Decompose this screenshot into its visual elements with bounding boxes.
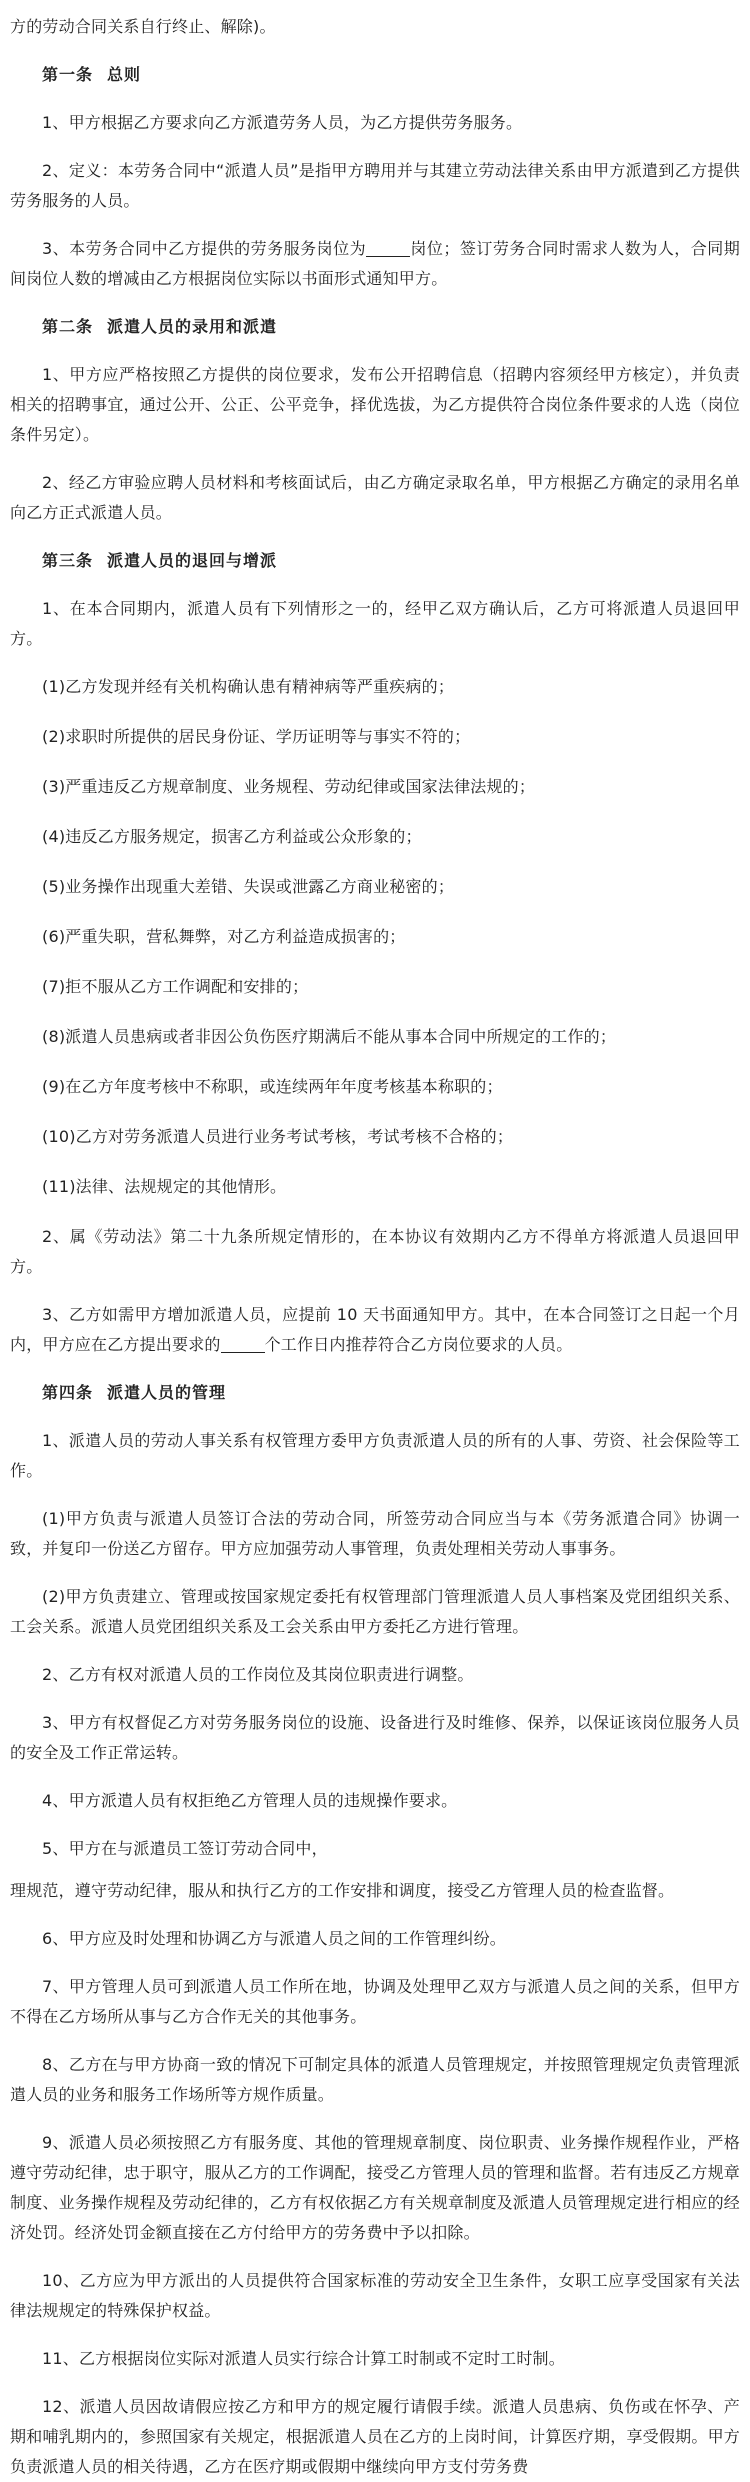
days-blank bbox=[221, 1334, 265, 1353]
s4-clause-11: 11、乙方根据岗位实际对派遣人员实行综合计算工时制或不定时工时制。 bbox=[42, 2349, 565, 2368]
s1-clause-1: 1、甲方根据乙方要求向乙方派遣劳务人员，为乙方提供劳务服务。 bbox=[42, 113, 523, 132]
s4-clause-7: 7、甲方管理人员可到派遣人员工作所在地，协调及处理甲乙双方与派遣人员之间的关系，但甲方不得在乙方场所从事与乙方合作无关的其他事务。 bbox=[10, 1977, 740, 2026]
post-blank bbox=[366, 238, 410, 257]
section-4-number: 第四条 bbox=[42, 1383, 94, 1402]
s3-clause-3 bbox=[10, 1300, 740, 1360]
s4-clause-8: 8、乙方在与甲方协商一致的情况下可制定具体的派遣人员管理规定，并按照管理规定负责管理派遣人员的业务和服务工作场所等方规作质量。 bbox=[10, 2055, 740, 2104]
s1-clause-3-part-a: 3、本劳务合同中乙方提供的劳务服务岗位为 bbox=[42, 239, 367, 258]
section-2-number: 第二条 bbox=[42, 317, 94, 336]
s3-clause-2: 2、属《劳动法》第二十九条所规定情形的，在本协议有效期内乙方不得单方将派遣人员退回甲方。 bbox=[10, 1227, 740, 1276]
section-2-title: 派遣人员的录用和派遣 bbox=[107, 317, 278, 336]
s2-clause-1: 1、甲方应严格按照乙方提供的岗位要求，发布公开招聘信息（招聘内容须经甲方核定），并负责相关的招聘事宜，通过公开、公正、公平竞争，择优选拔，为乙方提供符合岗位条件要求的人选（岗位条件另定）。 bbox=[10, 365, 740, 444]
s3-item-9: (9)在乙方年度考核中不称职，或连续两年年度考核基本称职的； bbox=[42, 1077, 503, 1096]
s1-clause-3-part-b: 岗位；签订劳务合同时需求人数为人，合同期间岗位人数的增减由乙方根据岗位实际以书面形式通知甲方。 bbox=[10, 239, 740, 288]
s3-item-3: (3)严重违反乙方规章制度、业务规程、劳动纪律或国家法律法规的； bbox=[42, 777, 536, 796]
s3-clause-3-part-b: 个工作日内推荐符合乙方岗位要求的人员。 bbox=[264, 1335, 573, 1354]
section-4-title: 派遣人员的管理 bbox=[107, 1383, 227, 1402]
s4-clause-5: 5、甲方在与派遣员工签订劳动合同中， bbox=[42, 1839, 328, 1858]
section-3-heading bbox=[10, 546, 740, 576]
section-1-heading bbox=[10, 60, 740, 90]
s4-clause-1: 1、派遣人员的劳动人事关系有权管理方委甲方负责派遣人员的所有的人事、劳资、社会保险等工作。 bbox=[10, 1431, 740, 1480]
s3-item-2: (2)求职时所提供的居民身份证、学历证明等与事实不符的； bbox=[42, 727, 471, 746]
s3-item-11: (11)法律、法规规定的其他情形。 bbox=[42, 1177, 287, 1196]
section-1-number: 第一条 bbox=[42, 65, 94, 84]
s4-clause-10: 10、乙方应为甲方派出的人员提供符合国家标准的劳动安全卫生条件，女职工应享受国家有关法律法规规定的特殊保护权益。 bbox=[10, 2271, 740, 2320]
s4-clause-1-1: (1)甲方负责与派遣人员签订合法的劳动合同，所签劳动合同应当与本《劳务派遣合同》协调一致，并复印一份送乙方留存。甲方应加强劳动人事管理，负责处理相关劳动人事事务。 bbox=[10, 1509, 740, 1558]
s4-clause-12: 12、派遣人员因故请假应按乙方和甲方的规定履行请假手续。派遣人员患病、负伤或在怀孕、产期和哺乳期内的，参照国家有关规定，根据派遣人员在乙方的上岗时间，计算医疗期，享受假期。甲方负责派遣人员的相关待遇，乙方在医疗期或假期中继续向甲方支付劳务费 bbox=[10, 2397, 740, 2476]
s3-item-10: (10)乙方对劳务派遣人员进行业务考试考核，考试考核不合格的； bbox=[42, 1127, 514, 1146]
section-3-number: 第三条 bbox=[42, 551, 94, 570]
s4-clause-3: 3、甲方有权督促乙方对劳务服务岗位的设施、设备进行及时维修、保养，以保证该岗位服务人员的安全及工作正常运转。 bbox=[10, 1713, 740, 1762]
intro-tail: 方的劳动合同关系自行终止、解除)。 bbox=[10, 17, 276, 36]
s4-clause-4: 4、甲方派遣人员有权拒绝乙方管理人员的违规操作要求。 bbox=[42, 1791, 458, 1810]
s3-item-4: (4)违反乙方服务规定，损害乙方利益或公众形象的； bbox=[42, 827, 422, 846]
s3-item-6: (6)严重失职，营私舞弊，对乙方利益造成损害的； bbox=[42, 927, 406, 946]
s4-clause-2: 2、乙方有权对派遣人员的工作岗位及其岗位职责进行调整。 bbox=[42, 1665, 474, 1684]
section-1-title: 总则 bbox=[107, 65, 142, 84]
s1-clause-3 bbox=[10, 234, 740, 294]
s2-clause-2: 2、经乙方审验应聘人员材料和考核面试后，由乙方确定录取名单，甲方根据乙方确定的录用名单向乙方正式派遣人员。 bbox=[10, 473, 740, 522]
s4-clause-9: 9、派遣人员必须按照乙方有服务度、其他的管理规章制度、岗位职责、业务操作规程作业，严格遵守劳动纪律，忠于职守，服从乙方的工作调配，接受乙方管理人员的管理和监督。若有违反乙方规章制度、业务操作规程及劳动纪律的，乙方有权依据乙方有关规章制度及派遣人员管理规定进行相应的经济处罚。经济处罚金额直接在乙方付给甲方的劳务费中予以扣除。 bbox=[10, 2133, 740, 2242]
s4-clause-1-2: (2)甲方负责建立、管理或按国家规定委托有权管理部门管理派遣人员人事档案及党团组织关系、工会关系。派遣人员党团组织关系及工会关系由甲方委托乙方进行管理。 bbox=[10, 1587, 740, 1636]
s4-clause-6: 6、甲方应及时处理和协调乙方与派遣人员之间的工作管理纠纷。 bbox=[42, 1929, 506, 1948]
s3-item-1: (1)乙方发现并经有关机构确认患有精神病等严重疾病的； bbox=[42, 677, 455, 696]
section-3-title: 派遣人员的退回与增派 bbox=[107, 551, 278, 570]
s3-item-7: (7)拒不服从乙方工作调配和安排的； bbox=[42, 977, 309, 996]
s1-clause-2: 2、定义：本劳务合同中“派遣人员”是指甲方聘用并与其建立劳动法律关系由甲方派遣到乙方提供劳务服务的人员。 bbox=[10, 161, 740, 210]
section-2-heading bbox=[10, 312, 740, 342]
section-4-heading bbox=[10, 1378, 740, 1408]
s3-clause-3-part-a: 3、乙方如需甲方增加派遣人员，应提前 10 天书面通知甲方。其中，在本合同签订之日起一个月内，甲方应在乙方提出要求的 bbox=[10, 1305, 740, 1354]
s3-item-8: (8)派遣人员患病或者非因公负伤医疗期满后不能从事本合同中所规定的工作的； bbox=[42, 1027, 617, 1046]
s4-clause-5-continued: 理规范，遵守劳动纪律，服从和执行乙方的工作安排和调度，接受乙方管理人员的检查监督。 bbox=[10, 1881, 675, 1900]
s3-item-5: (5)业务操作出现重大差错、失误或泄露乙方商业秘密的； bbox=[42, 877, 455, 896]
s3-clause-1: 1、在本合同期内，派遣人员有下列情形之一的，经甲乙双方确认后，乙方可将派遣人员退回甲方。 bbox=[10, 599, 740, 648]
